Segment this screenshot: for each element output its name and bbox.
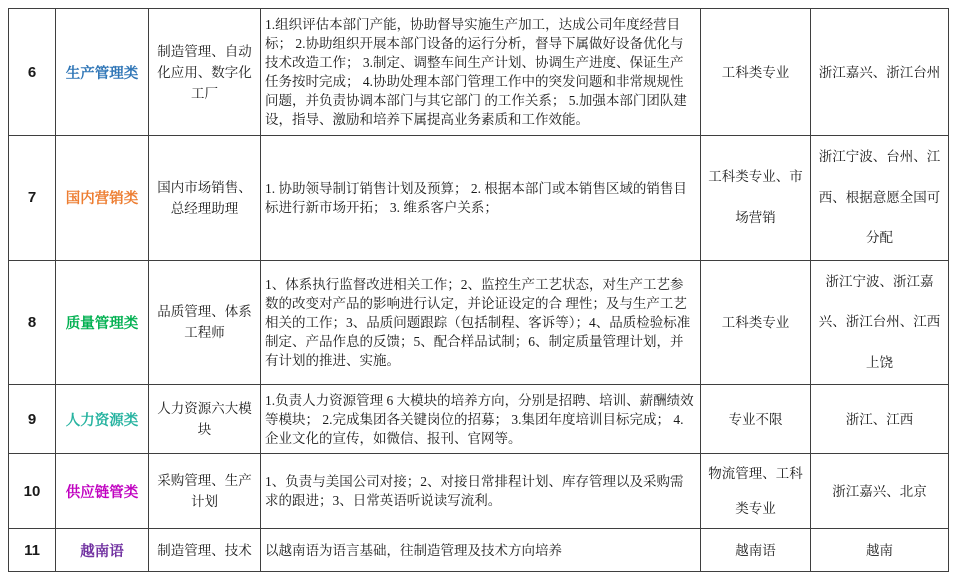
major-cell: 工科类专业 — [701, 260, 811, 385]
direction-cell: 品质管理、体系工程师 — [149, 260, 261, 385]
duties-cell: 1. 协助领导制订销售计划及预算； 2. 根据本部门或本销售区域的销售目标进行新市场开拓； 3. 维系客户关系； — [261, 136, 701, 261]
table-row — [9, 385, 949, 454]
category-cell: 越南语 — [56, 529, 149, 572]
row-number-cell: 11 — [9, 529, 56, 572]
job-positions-table — [8, 8, 949, 572]
category-cell: 生产管理类 — [56, 9, 149, 136]
row-number-cell: 6 — [9, 9, 56, 136]
location-cell: 浙江、江西 — [811, 385, 949, 454]
category-cell: 供应链管类 — [56, 454, 149, 529]
duties-cell: 1.负责人力资源管理 6 大模块的培养方向，分别是招聘、培训、薪酬绩效等模块； 2.完成集团各关键岗位的招募； 3.集团年度培训目标完成； 4.企业文化的宣传，如微信、报刊、官网等。 — [261, 385, 701, 454]
category-cell: 国内营销类 — [56, 136, 149, 261]
location-cell: 浙江嘉兴、浙江台州 — [811, 9, 949, 136]
table-row — [9, 454, 949, 529]
duties-cell: 1.组织评估本部门产能，协助督导实施生产加工，达成公司年度经营目标； 2.协助组织开展本部门设备的运行分析，督导下属做好设备优化与技术改造工作； 3.制定、调整车间生产计划、协调生产进度、保证生产任务按时完成； 4.协助处理本部门管理工作中的突发问题和非常规规性问题，并负责协调本部门与其它部门 的工作关系； 5.加强本部门团队建设，指导、激励和培养下属提高业务素质和工作效能。 — [261, 9, 701, 136]
direction-cell: 国内市场销售、总经理助理 — [149, 136, 261, 261]
location-cell: 浙江嘉兴、北京 — [811, 454, 949, 529]
row-number-cell: 7 — [9, 136, 56, 261]
major-cell: 越南语 — [701, 529, 811, 572]
direction-cell: 制造管理、技术 — [149, 529, 261, 572]
table-row — [9, 9, 949, 136]
category-cell: 人力资源类 — [56, 385, 149, 454]
duties-cell: 1、负责与美国公司对接；2、对接日常排程计划、库存管理以及采购需求的跟进；3、日常英语听说读写流利。 — [261, 454, 701, 529]
location-cell: 浙江宁波、台州、江西、根据意愿全国可分配 — [811, 136, 949, 261]
major-cell: 专业不限 — [701, 385, 811, 454]
direction-cell: 采购管理、生产计划 — [149, 454, 261, 529]
category-cell: 质量管理类 — [56, 260, 149, 385]
table-row — [9, 529, 949, 572]
duties-cell: 以越南语为语言基础，往制造管理及技术方向培养 — [261, 529, 701, 572]
row-number-cell: 9 — [9, 385, 56, 454]
major-cell: 工科类专业、市场营销 — [701, 136, 811, 261]
major-cell: 工科类专业 — [701, 9, 811, 136]
table-row — [9, 136, 949, 261]
direction-cell: 人力资源六大模块 — [149, 385, 261, 454]
row-number-cell: 10 — [9, 454, 56, 529]
location-cell: 浙江宁波、浙江嘉兴、浙江台州、江西上饶 — [811, 260, 949, 385]
major-cell: 物流管理、工科类专业 — [701, 454, 811, 529]
direction-cell: 制造管理、自动化应用、数字化工厂 — [149, 9, 261, 136]
row-number-cell: 8 — [9, 260, 56, 385]
table-row — [9, 260, 949, 385]
duties-cell: 1、体系执行监督改进相关工作；2、监控生产工艺状态，对生产工艺参数的改变对产品的影响进行认定，并论证设定的合 理性；及与生产工艺相关的工作；3、品质问题跟踪（包括制程、客诉等）；4、品质检验标准制定、产品作息的反馈；5、配合样品试制；6、制定质量管理计划，并有计划的推进、实施。 — [261, 260, 701, 385]
location-cell: 越南 — [811, 529, 949, 572]
